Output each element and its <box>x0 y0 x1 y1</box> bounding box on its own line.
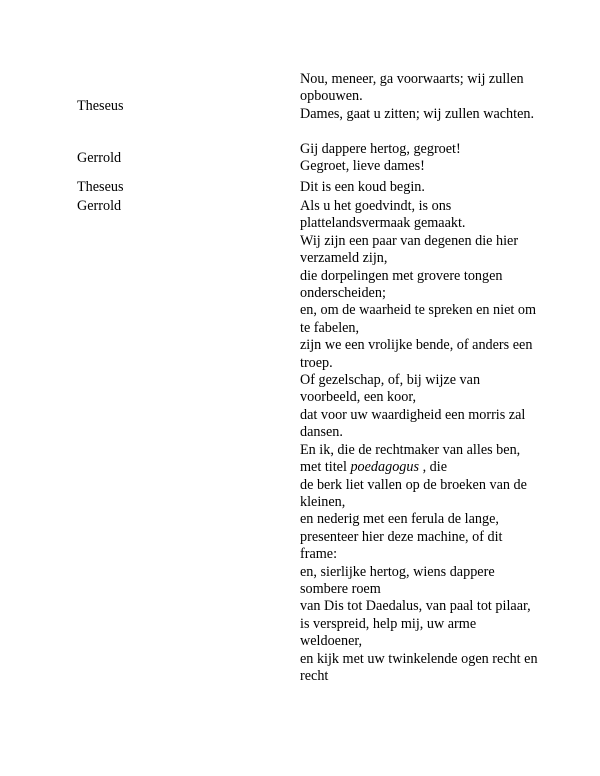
speech-line: Dames, gaat u zitten; wij zullen wachten. <box>300 105 535 122</box>
speech-line: de berk liet vallen op de broeken van de kleinen, <box>300 476 527 510</box>
speech-line-before: met titel <box>300 459 351 476</box>
speech-lines <box>300 179 540 196</box>
speech-line: en nederig met een ferula de lange, <box>300 511 499 528</box>
speaker-name: Theseus <box>77 98 124 114</box>
speech-line: dat voor uw waardigheid een morris zal dansen. <box>300 406 526 441</box>
speech-line: van Dis tot Daedalus, van paal tot pilaar, <box>300 598 531 615</box>
speech-lines <box>300 198 540 685</box>
speech-line: Gegroet, lieve dames! <box>300 158 425 175</box>
speech-line: Nou, meneer, ga voorwaarts; wij zullen opbouwen. <box>300 71 524 105</box>
speech-line: Dit is een koud begin. <box>300 179 425 195</box>
speech-line: en, om de waarheid te spreken en niet om te fabelen, <box>300 302 536 336</box>
speech-line: Gij dappere hertog, gegroet! <box>300 141 461 157</box>
speech-line: presenteer hier deze machine, of dit frame: <box>300 528 503 563</box>
speech-line-after: , die <box>419 459 447 476</box>
speech-line: Of gezelschap, of, bij wijze van voorbeeld, een koor, <box>300 372 481 406</box>
speech-lines <box>300 141 540 176</box>
speech-line: die dorpelingen met grovere tongen onderscheiden; <box>300 267 503 302</box>
speaker-name: Theseus <box>77 179 124 195</box>
speech-line: En ik, die de rechtmaker van alles ben, <box>300 441 521 458</box>
speaker-name: Gerrold <box>77 198 122 214</box>
speaker-name: Gerrold <box>77 150 122 166</box>
speech-line-with-italic <box>300 459 540 476</box>
speech-line: Als u het goedvindt, is ons plattelandsvermaak gemaakt. <box>300 198 466 232</box>
speech-line: Wij zijn een paar van degenen die hier verzameld zijn, <box>300 232 519 267</box>
speech-line: en kijk met uw twinkelende ogen recht en recht <box>300 650 538 684</box>
speech-line: is verspreid, help mij, uw arme weldoener, <box>300 615 477 650</box>
speech-line: zijn we een vrolijke bende, of anders een troep. <box>300 337 533 371</box>
speech-lines <box>300 71 540 123</box>
speech-line: en, sierlijke hertog, wiens dappere sombere roem <box>300 563 495 597</box>
italic-word: poedagogus <box>350 459 420 476</box>
